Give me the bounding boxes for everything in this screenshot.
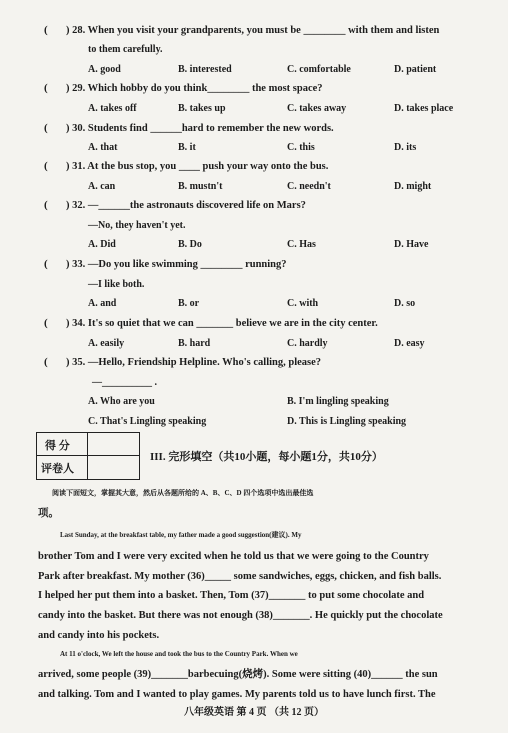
passage-line-5: candy into the basket. But there was not enough (38)_______. He quickly put the chocolate [38, 610, 443, 621]
q30-option-c: C. this [287, 142, 315, 153]
answer-paren-31: ( [44, 160, 48, 172]
q32-option-d: D. Have [394, 239, 429, 250]
q30-option-a: A. that [88, 142, 118, 153]
grader-label: 评卷人 [41, 463, 74, 475]
q31-option-b: B. mustn't [178, 181, 223, 192]
q35-option-d: D. This is Lingling speaking [287, 416, 407, 427]
passage-line-6: and candy into his pockets. [38, 630, 160, 641]
q31-option-c: C. needn't [287, 181, 331, 192]
q32-option-b: B. Do [178, 239, 202, 250]
instructions-line-2: 项。 [38, 508, 59, 519]
instructions-line-1: 阅读下面短文，掌握其大意，然后从各题所给的 A、B、C、D 四个选项中选出最佳选 [52, 489, 314, 497]
passage-line-8: arrived, some people (39)_______barbecuing(烧烤). Some were sitting (40)______ the sun [38, 669, 438, 680]
q33-option-b: B. or [178, 298, 200, 309]
q33-option-a: A. and [88, 298, 117, 309]
answer-paren-30: ( [44, 122, 48, 134]
score-box [36, 432, 140, 480]
question-33-stem: ) 33. —Do you like swimming ________ running? [66, 259, 287, 270]
q35-option-c: C. That's Lingling speaking [88, 416, 207, 427]
q33-option-d: D. so [394, 298, 416, 309]
passage-line-9: and talking. Tom and I wanted to play games. My parents told us to have lunch first. The [38, 689, 436, 700]
q30-option-b: B. it [178, 142, 196, 153]
q29-option-c: C. takes away [287, 103, 347, 114]
question-35-stem: ) 35. —Hello, Friendship Helpline. Who's calling, please? [66, 357, 322, 368]
passage-line-2: brother Tom and I were very excited when he told us that we were going to the Country [38, 551, 429, 562]
q32-option-c: C. Has [287, 239, 316, 250]
q33-option-c: C. with [287, 298, 319, 309]
passage-line-1: Last Sunday, at the breakfast table, my father made a good suggestion(建议). My [60, 531, 302, 539]
question-29-stem: ) 29. Which hobby do you think________ the most space? [66, 83, 323, 94]
answer-paren-32: ( [44, 199, 48, 211]
q34-option-a: A. easily [88, 338, 125, 349]
q29-option-a: A. takes off [88, 103, 137, 114]
score-label: 得 分 [45, 440, 70, 452]
passage-line-3: Park after breakfast. My mother (36)_____ some sandwiches, eggs, chicken, and fish balls. [38, 571, 442, 582]
question-32-stem: ) 32. —______the astronauts discovered life on Mars? [66, 200, 306, 211]
question-33-reply: —I like both. [88, 279, 145, 290]
answer-paren-34: ( [44, 317, 48, 329]
q29-option-d: D. takes place [394, 103, 454, 114]
q29-option-b: B. takes up [178, 103, 226, 114]
q35-option-b: B. I'm lingling speaking [287, 396, 389, 407]
q34-option-d: D. easy [394, 338, 425, 349]
score-box-divider-h [37, 455, 139, 456]
answer-paren-35: ( [44, 356, 48, 368]
q30-option-d: D. its [394, 142, 417, 153]
q35-option-a: A. Who are you [88, 396, 155, 407]
question-31-stem: ) 31. At the bus stop, you ____ push your way onto the bus. [66, 161, 329, 172]
section-title: III. 完形填空（共10小题，每小题1分，共10分） [150, 451, 383, 463]
question-30-stem: ) 30. Students find ______hard to remember the new words. [66, 123, 334, 134]
passage-line-7: At 11 o'clock, We left the house and took the bus to the Country Park. When we [60, 650, 298, 658]
q34-option-c: C. hardly [287, 338, 328, 349]
q28-option-a: A. good [88, 64, 121, 75]
page-footer: 八年级英语 第 4 页 （共 12 页） [184, 707, 324, 718]
question-32-reply: —No, they haven't yet. [88, 220, 186, 231]
score-box-divider-v [87, 433, 88, 479]
question-35-reply: —__________ . [92, 377, 157, 388]
q28-option-c: C. comfortable [287, 64, 351, 75]
q28-option-d: D. patient [394, 64, 437, 75]
answer-paren-33: ( [44, 258, 48, 270]
question-28-stem-cont: to them carefully. [88, 44, 163, 55]
question-34-stem: ) 34. It's so quiet that we can _______ believe we are in the city center. [66, 318, 378, 329]
question-28-stem: ) 28. When you visit your grandparents, you must be ________ with them and listen [66, 25, 440, 36]
answer-paren-28: ( [44, 24, 48, 36]
answer-paren-29: ( [44, 82, 48, 94]
q32-option-a: A. Did [88, 239, 116, 250]
q31-option-d: D. might [394, 181, 432, 192]
q34-option-b: B. hard [178, 338, 211, 349]
q28-option-b: B. interested [178, 64, 232, 75]
passage-line-4: I helped her put them into a basket. Then, Tom (37)_______ to put some chocolate and [38, 590, 425, 601]
q31-option-a: A. can [88, 181, 116, 192]
